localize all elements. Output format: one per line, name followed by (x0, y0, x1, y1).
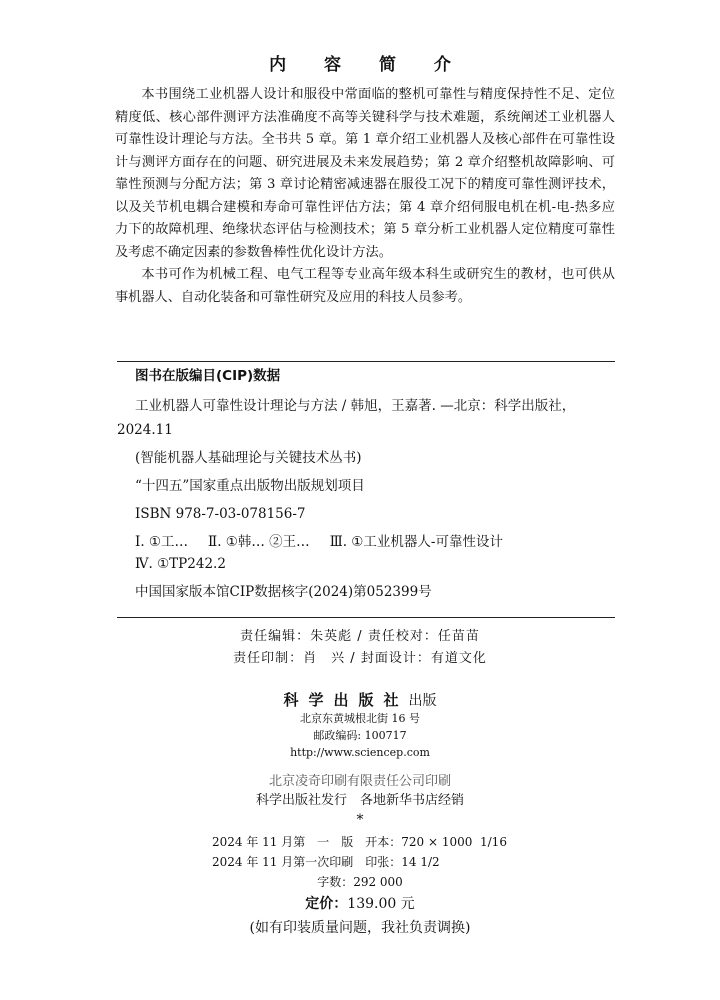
cip-class-3: Ⅲ. ①工业机器人-可靠性设计 (329, 534, 503, 550)
cip-project: “十四五”国家重点出版物出版规划项目 (135, 478, 365, 494)
cip-bibliographic-line: 工业机器人可靠性设计理论与方法 / 韩旭，王嘉著. —北京：科学出版社， (135, 398, 576, 414)
cip-series: (智能机器人基础理论与关键技术丛书) (135, 450, 362, 466)
summary-paragraph-1: 本书围绕工业机器人设计和服役中常面临的整机可靠性与精度保持性不足、定位精度低、核心部件测评方法准确度不高等关键科学与技术难题，系统阐述工业机器人可靠性设计理论与方法。全书共 5 章。第 1 章介绍工业机器人及核心部件在可靠性设计与测评方面存在的问题、研究进展及未来发展趋势；第 2 章介绍整机故障影响、可靠性预测与分配方法；第 3 章讨论精密减速器在服役工况下的精度可靠性测评技术，以及关节机电耦合建模和寿命可靠性评估方法；第 4 章介绍伺服电机在机-电-热多应力下的故障机理、绝缘状态评估与检测技术；第 5 章分析工业机器人定位精度可靠性及考虑不确定因素的参数鲁棒性优化设计方法。 (115, 87, 615, 260)
cip-class-2: Ⅱ. ①韩… ②王… (208, 534, 310, 550)
quality-notice: (如有印装质量问题，我社负责调换) (249, 920, 471, 936)
summary-paragraph-2: 本书可作为机械工程、电气工程等专业高年级本科生或研究生的教材，也可供从事机器人、自动化装备和可靠性研究及应用的科技人员参考。 (115, 267, 615, 305)
cip-top-divider (117, 361, 615, 362)
cip-classification-row (135, 532, 615, 552)
cip-classification-2: Ⅳ. ①TP242.2 (135, 556, 226, 572)
credits-line-2: 责任印制：肖 兴 / 封面设计：有道文化 (233, 651, 487, 666)
cip-bottom-divider (117, 617, 615, 618)
word-count: 字数：292 000 (317, 875, 403, 889)
edition-row-2: 2024 年 11 月第一次印刷 印张：14 1/2 (212, 855, 440, 869)
publisher-brand: 科学出版社 (283, 691, 409, 709)
cip-number: 中国国家版本馆CIP数据核字(2024)第052399号 (135, 584, 432, 600)
cip-isbn: ISBN 978-7-03-078156-7 (135, 506, 306, 522)
cip-title: 图书在版编目(CIP)数据 (135, 368, 281, 384)
printer-block (0, 772, 720, 810)
credits-line-1: 责任编辑：朱英彪 / 责任校对：任苗苗 (240, 629, 480, 644)
edition-row-1: 2024 年 11 月第 一 版 开本：720 × 1000 1/16 (212, 835, 507, 849)
publisher-url: http://www.sciencep.com (290, 746, 430, 759)
page-title: 内 容 简 介 (269, 55, 467, 75)
price-label: 定价： (305, 896, 348, 912)
publisher-line (0, 692, 720, 710)
cip-bibliographic-line-cont: 2024.11 (117, 422, 173, 438)
price-line (0, 893, 720, 913)
publisher-brand-suffix: 出版 (408, 693, 437, 709)
publisher-block (0, 692, 720, 761)
cip-class-1: Ⅰ. ①工… (135, 534, 189, 550)
credits-block (0, 626, 720, 670)
edition-block (212, 832, 507, 872)
summary-section (115, 84, 615, 309)
publisher-address: 北京东黄城根北街 16 号 (300, 712, 420, 725)
separator-star: * (356, 812, 364, 828)
printer-name: 北京凌奇印刷有限责任公司印刷 (268, 774, 451, 789)
price-value: 139.00 元 (347, 896, 415, 912)
publisher-zip: 邮政编码: 100717 (313, 729, 407, 742)
distribution-line: 科学出版社发行 各地新华书店经销 (255, 793, 464, 808)
cip-block (117, 366, 615, 610)
